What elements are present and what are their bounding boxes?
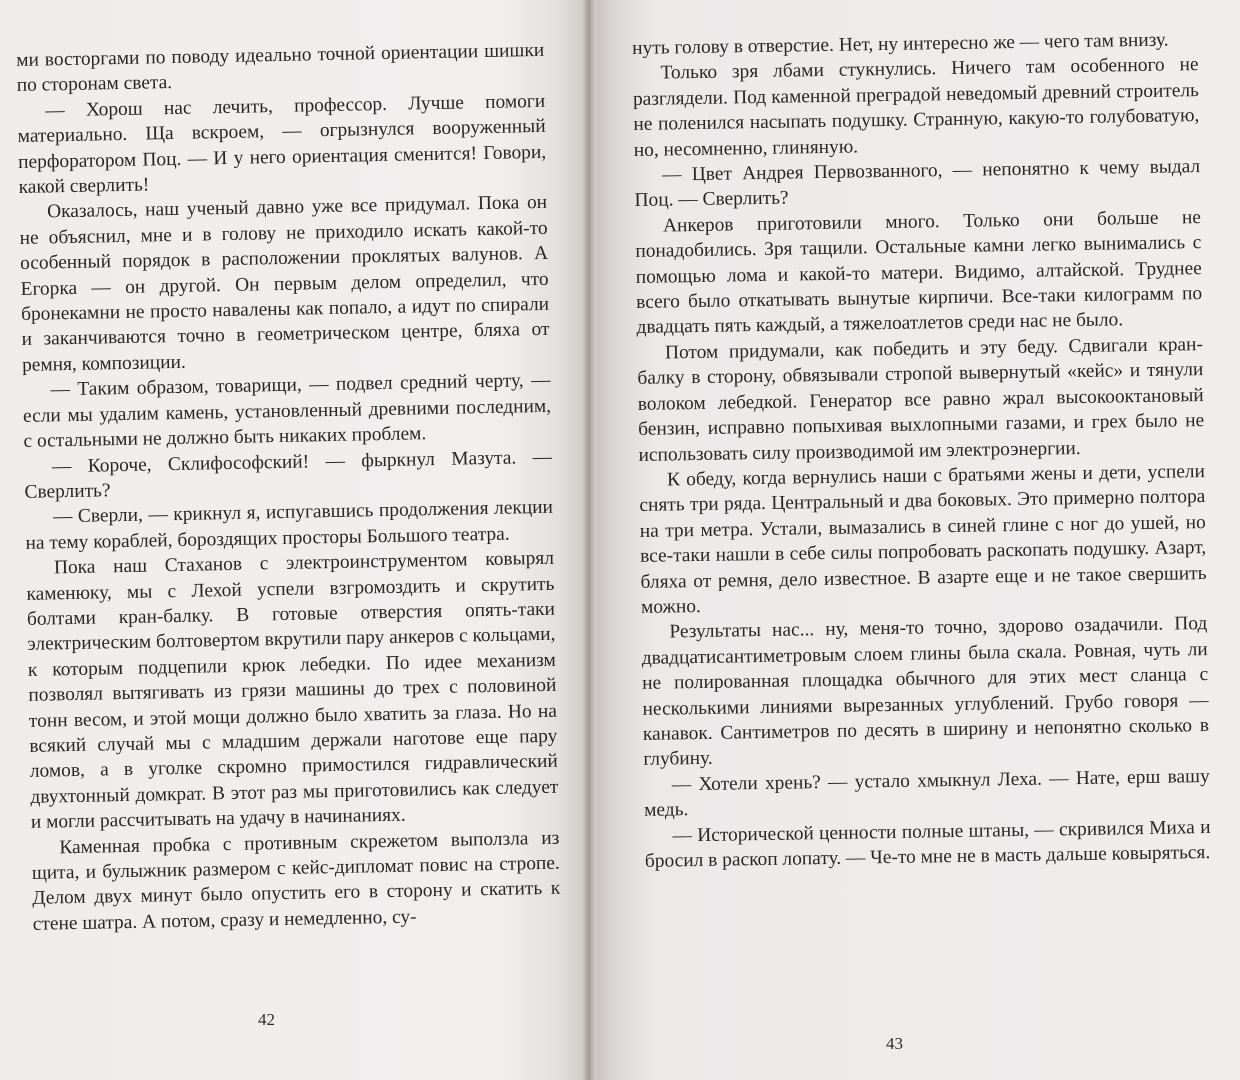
left-page [0, 0, 590, 1080]
paragraph: — Хотели хрень? — устало хмыкнул Леха. — Нате, ерш вашу медь. [644, 765, 1210, 822]
paragraph: Потом придумали, как победить и эту беду. Сдвигали кран-балку в сторону, обвязывали стропой вывернутый «кейс» и тянули волоком лебедкой. Генератор все равно жрал высокооктановый бензин, исправно попыхивая выхлопными газами, и грех было не использовать силу производимой им электроэнергии. [637, 333, 1205, 466]
paragraph: — Хорош нас лечить, профессор. Лучше помоги материально. Ща вскроем, — огрызнулся вооруженный перфоратором Поц. — И у него ориентация сменится! Говори, какой сверлить! [17, 90, 547, 199]
right-page [590, 0, 1240, 1080]
paragraph: Результаты нас... ну, меня-то точно, здорово озадачили. Под двадцатисантиметровым слоем глины была скала. Ровная, чуть ли не полированная площадка обычного для этих мест сланца с несколькими линиями вырезанных углублений. Грубо говоря — канавок. Сантиметров по десять в ширину и непонятно сколько в глубину. [641, 613, 1210, 771]
paragraph: — Сверли, — крикнул я, испугавшись продолжения лекции на тему кораблей, бороздящих просторы Большого театра. [25, 497, 554, 554]
paragraph: — Исторической ценности полные штаны, — скривился Миха и бросил в раскоп лопату. — Че-то мне не в масть дальше ковыряться. [644, 816, 1211, 872]
paragraph: — Таким образом, товарищи, — подвел средний черту, — если мы удалим камень, установленный древними последним, с остальными не должно быть никаких проблем. [22, 370, 552, 453]
paragraph: Пока наш Стаханов с электроинструментом ковырял каменюку, мы с Лехой успели взгромоздить и скрутить болтами кран-балку. В готовые отверстия опять-таки электрическим болтовертом вкрутили пару анкеров с кольцами, к которым подцепили крюк лебедки. По идее механизм позволял вытягивать из грязи машины до трех с половиной тонн весом, и этой мощи должно было хватить за глаза. Но на всякий случай мы с младшим держали наготове еще пару ломов, а в уголке скромно примостился гидравлический двухтонный домкрат. В этот раз мы приготовились как следует и могли рассчитывать на удачу в начинаниях. [26, 547, 559, 834]
paragraph: ми восторгами по поводу идеально точной ориентации шишки по сторонам света. [16, 39, 545, 97]
paragraph: Только зря лбами стукнулись. Ничего там особенного не разглядели. Под каменной преградой неведомый древний строитель не поленился насыпать подушку. Странную, какую-то голубоватую, но, несомненно, глиняную. [632, 54, 1200, 161]
page-number-left: 42 [258, 1010, 275, 1029]
paragraph: Оказалось, наш ученый давно уже все придумал. Пока он не объяснил, мне и в голову не приходило искать какой-то особенный порядок в расположении проклятых валунов. А Егорка — он другой. Он первым делом определил, что бронекамни не просто навалены как попало, а идут по спирали и заканчиваются точно в геометрическом центре, бляха от ремня, композиции. [19, 192, 550, 376]
paragraph: Анкеров приготовили много. Только они больше не понадобились. Зря тащили. Остальные камни легко вынимались с помощью лома и какой-то матери. Видимо, алтайской. Труднее всего было откатывать вынутые кирпичи. Все-таки килограмм по двадцать пять каждый, а тяжелоатлетов среди нас не было. [635, 206, 1203, 339]
right-page-text [632, 27, 1211, 874]
paragraph: К обеду, когда вернулись наши с братьями жены и дети, успели снять три ряда. Центральный и два боковых. Это примерно полтора на три метра. Устали, вымазались в синей глине с ног до ушей, но все-таки нашли в себе силы попробовать раскопать подушку. Азарт, бляха от ремня, дело известное. В азарте еще и не такое свершить можно. [639, 460, 1207, 618]
paragraph: — Короче, Склифософский! — фыркнул Мазута. — Сверлить? [24, 446, 553, 503]
left-page-text [16, 38, 561, 937]
paragraph: нуть голову в отверстие. Нет, ну интересно же — чего там внизу. [632, 29, 1169, 59]
paragraph: Каменная пробка с противным скрежетом выползла из щита, и булыжник размером с кейс-дипломат повис на стропе. Делом двух минут было опустить его в сторону и скатить к стене шатра. А потом, сразу и немедленно, су- [31, 827, 561, 935]
book-spine-gutter [583, 0, 597, 1080]
paragraph: — Цвет Андрея Первозванного, — непонятно к чему выдал Поц. — Сверлить? [634, 156, 1201, 212]
page-number-right: 43 [886, 1034, 903, 1053]
